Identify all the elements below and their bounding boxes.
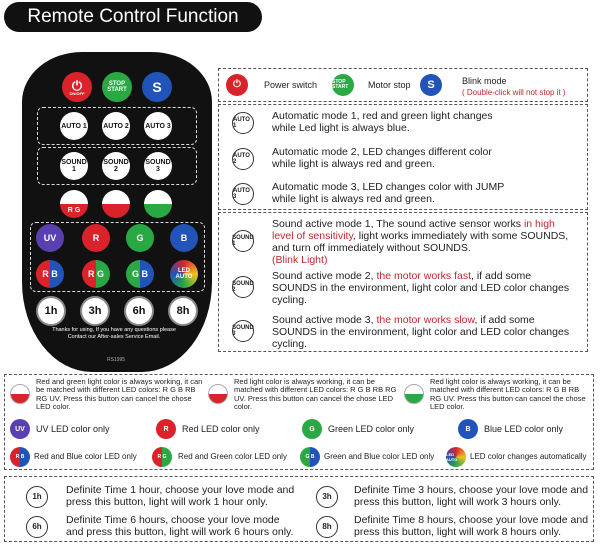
gb-legend-icon: G B bbox=[300, 447, 320, 467]
timer-8h-text: Definite Time 8 hours, choose your love mode and press this button, light will work 8 hours only. bbox=[354, 514, 589, 539]
r-button[interactable]: R bbox=[82, 224, 110, 252]
sound-3-button[interactable]: SOUND 3 bbox=[144, 152, 172, 180]
rb-button[interactable]: R B bbox=[36, 260, 64, 288]
sound-1-text: Sound active mode 1, The sound active sensor works in high level of sensitivity, light works immediately with some SOUNDS, and turn off immediately without SOUNDS. (Blink Light) bbox=[272, 218, 569, 267]
led-auto-legend-text: LED color changes automatically bbox=[470, 452, 587, 461]
sound-3-text: Sound active mode 3, the motor works slow, if add some SOUNDS in the environment, light color and LED color changes cycling. bbox=[272, 314, 570, 351]
uv-legend-text: UV LED color only bbox=[36, 424, 110, 434]
remote-model: RS1995 bbox=[107, 357, 126, 363]
sound-1-button[interactable]: SOUND 1 bbox=[60, 152, 88, 180]
r-light-legend-icon bbox=[208, 384, 228, 404]
auto-1-text: Automatic mode 1, red and green light changes while Led light is always blue. bbox=[272, 110, 493, 135]
sound-2-legend-icon: SOUND 2 bbox=[232, 276, 254, 298]
red-legend-icon: R bbox=[156, 419, 176, 439]
blue-legend-icon: B bbox=[458, 419, 478, 439]
rg-led-button[interactable]: R G bbox=[82, 260, 110, 288]
stop-legend-label: Motor stop bbox=[368, 80, 411, 90]
auto-2-button[interactable]: AUTO 2 bbox=[102, 112, 130, 140]
green-light-button[interactable] bbox=[144, 190, 172, 218]
rg-led-legend-icon: R G bbox=[152, 447, 172, 467]
b-button[interactable]: B bbox=[170, 224, 198, 252]
remote-control bbox=[22, 52, 212, 372]
rg-legend-icon bbox=[10, 384, 30, 404]
rb-legend-text: Red and Blue color LED only bbox=[34, 452, 137, 461]
timer-8h-legend-icon: 8h bbox=[316, 516, 338, 538]
blink-legend-note: ( Double-click will not stop it ) bbox=[462, 88, 566, 97]
g-light-legend-text: Red light color is always working, it can be matched with different LED colors: R G B RB RG UV. Press this button can cancel the chose LED color. bbox=[430, 377, 586, 411]
timer-6h-legend-icon: 6h bbox=[26, 516, 48, 538]
timer-6h-text: Definite Time 6 hours, choose your love mode and press this button, light will work 6 hours only. bbox=[66, 514, 294, 539]
timer-6h-button[interactable]: 6h bbox=[124, 296, 154, 326]
page-title: Remote Control Function bbox=[4, 2, 262, 32]
power-legend-label: Power switch bbox=[264, 80, 318, 90]
red-light-button[interactable] bbox=[102, 190, 130, 218]
red-legend-text: Red LED color only bbox=[182, 424, 260, 434]
auto-3-legend-icon: AUTO 3 bbox=[232, 183, 254, 205]
auto-2-legend-icon: AUTO 2 bbox=[232, 148, 254, 170]
sound-2-text: Sound active mode 2, the motor works fast, if add some SOUNDS in the environment, light color and LED color changes cycling. bbox=[272, 270, 570, 307]
blink-legend-icon: S bbox=[420, 74, 442, 96]
gb-legend-text: Green and Blue color LED only bbox=[324, 452, 435, 461]
rg-led-legend-text: Red and Green color LED only bbox=[178, 452, 287, 461]
led-auto-legend-icon: LED AUTO bbox=[446, 447, 466, 467]
auto-3-button[interactable]: AUTO 3 bbox=[144, 112, 172, 140]
rg-legend-text: Red and green light color is always working, it can be matched with different LED colors: R G B RB RG UV. Press this button can cancel the chose LED color. bbox=[36, 377, 203, 411]
timer-3h-button[interactable]: 3h bbox=[80, 296, 110, 326]
sound-3-legend-icon: SOUND 3 bbox=[232, 320, 254, 342]
g-button[interactable]: G bbox=[126, 224, 154, 252]
rb-legend-icon: R B bbox=[10, 447, 30, 467]
uv-button[interactable]: UV bbox=[36, 224, 64, 252]
timer-1h-legend-icon: 1h bbox=[26, 486, 48, 508]
timer-1h-text: Definite Time 1 hour, choose your love mode and press this button, light will work 1 hour only. bbox=[66, 484, 295, 509]
power-legend-icon: ⏻ bbox=[226, 74, 248, 96]
sound-1-legend-icon: SOUND 1 bbox=[232, 230, 254, 252]
auto-1-legend-icon: AUTO 1 bbox=[232, 112, 254, 134]
timer-1h-button[interactable]: 1h bbox=[36, 296, 66, 326]
r-light-legend-text: Red light color is always working, it can be matched with different LED colors: R G B RB RG UV. Press this button can cancel the chose LED color. bbox=[234, 377, 397, 411]
g-light-legend-icon bbox=[404, 384, 424, 404]
led-auto-button[interactable]: LED AUTO bbox=[170, 260, 198, 288]
rg-light-button[interactable]: R G bbox=[60, 190, 88, 218]
gb-button[interactable]: G B bbox=[126, 260, 154, 288]
blink-button[interactable]: S bbox=[142, 72, 172, 102]
green-legend-text: Green LED color only bbox=[328, 424, 415, 434]
power-button[interactable]: ⏻ ON/OFF bbox=[62, 72, 92, 102]
sound-2-button[interactable]: SOUND 2 bbox=[102, 152, 130, 180]
remote-note: Thanks for using, If you have any questions please Contact our After-sales Service Email. bbox=[52, 327, 176, 340]
stop-start-button[interactable]: STOP START bbox=[102, 72, 132, 102]
stop-legend-icon: STOP START bbox=[332, 74, 354, 96]
timer-3h-text: Definite Time 3 hours, choose your love mode and press this button, light will work 3 hours only. bbox=[354, 484, 589, 509]
blue-legend-text: Blue LED color only bbox=[484, 424, 564, 434]
timer-3h-legend-icon: 3h bbox=[316, 486, 338, 508]
power-icon: ⏻ bbox=[71, 77, 83, 93]
auto-2-text: Automatic mode 2, LED changes different color while light is always red and green. bbox=[272, 146, 492, 171]
blink-legend-label: Blink mode bbox=[462, 76, 507, 86]
auto-1-button[interactable]: AUTO 1 bbox=[60, 112, 88, 140]
auto-3-text: Automatic mode 3, LED changes color with JUMP while light is always red and green. bbox=[272, 181, 505, 206]
green-legend-icon: G bbox=[302, 419, 322, 439]
timer-8h-button[interactable]: 8h bbox=[168, 296, 198, 326]
uv-legend-icon: UV bbox=[10, 419, 30, 439]
